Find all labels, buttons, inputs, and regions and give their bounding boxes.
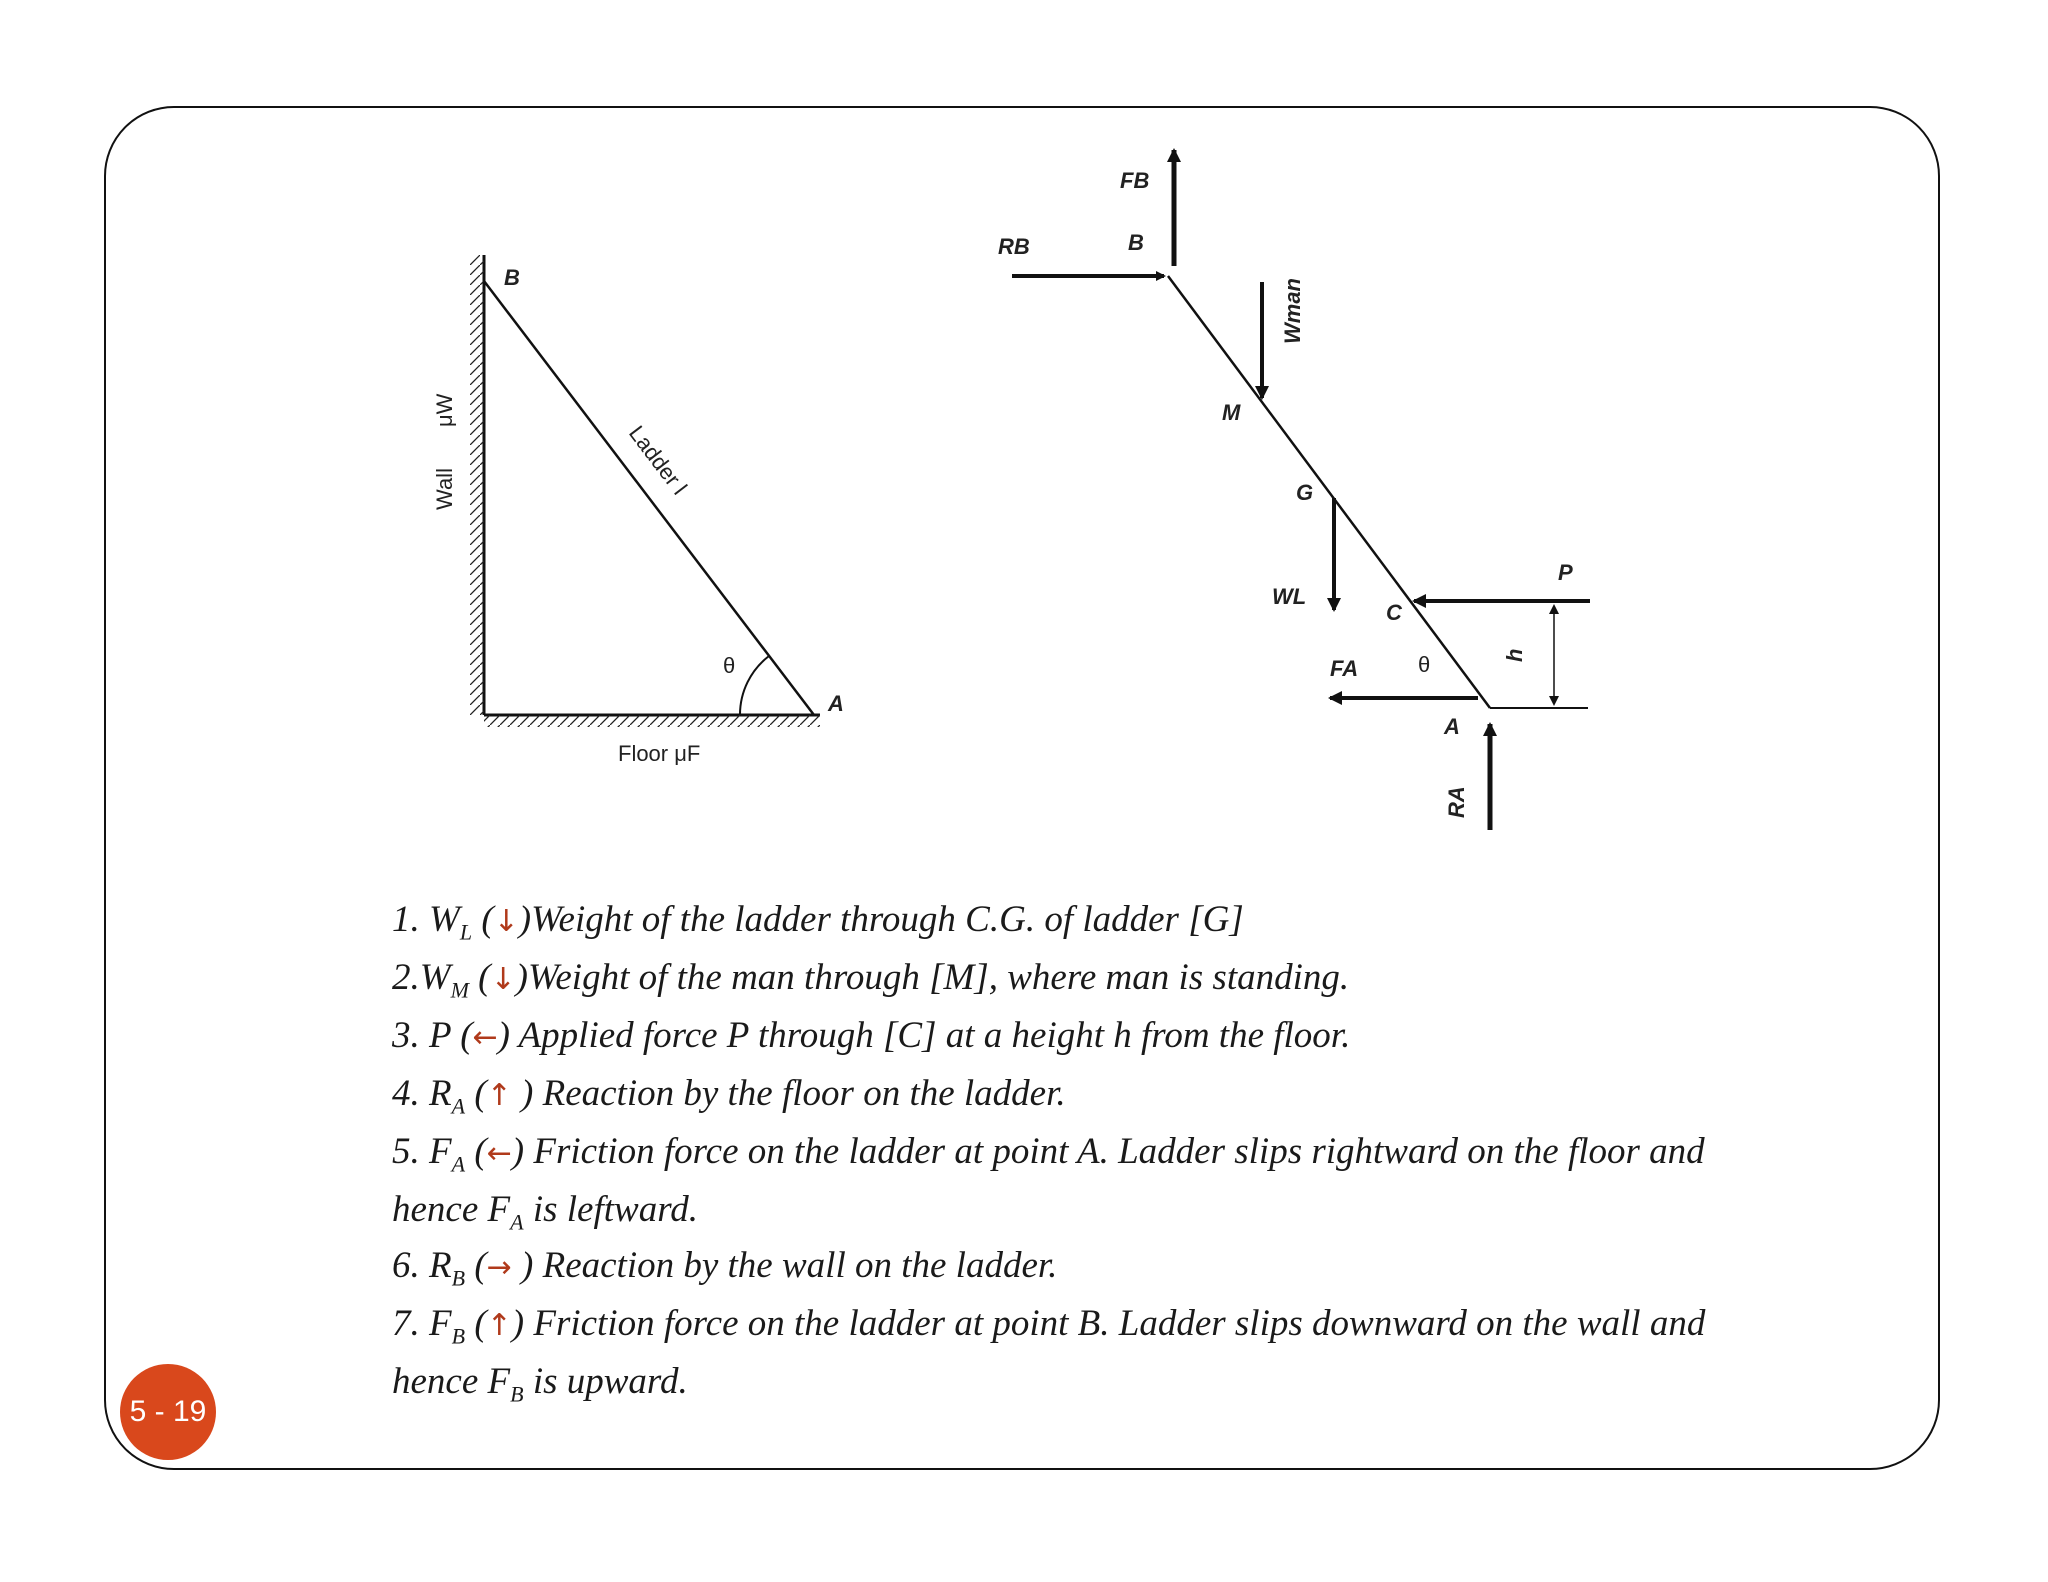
wall-label: Wall <box>432 468 457 510</box>
page-number: 5 - 19 <box>129 1395 207 1428</box>
right-arrow-icon: → <box>486 1250 512 1285</box>
ladder-line <box>484 281 814 715</box>
floor-hatch <box>484 715 820 727</box>
wman-label: Wman <box>1280 278 1305 344</box>
list-item: 1. $W_L$ (↓)Weight of the ladder through C.G. of ladder [G] <box>392 899 1244 945</box>
left-arrow-icon: ← <box>486 1136 512 1171</box>
label-a: A <box>828 691 844 716</box>
fa-label: FA <box>1330 656 1359 681</box>
list-item: $2.W_M$ (↓)Weight of the man through [M], where man is standing. <box>392 957 1350 1003</box>
b-label: B <box>1128 230 1144 255</box>
a-label: A <box>1444 714 1460 739</box>
h-dim-tick-bottom <box>1549 696 1559 706</box>
m-label: M <box>1222 400 1241 425</box>
h-label: h <box>1502 648 1527 662</box>
wl-label: WL <box>1272 584 1307 609</box>
theta-arc <box>740 656 769 715</box>
wall-hatch <box>470 255 484 715</box>
g-label: G <box>1296 480 1314 505</box>
list-item: 3. P (←) Applied force P through [C] at a height h from the floor. <box>392 1015 1351 1056</box>
left-arrow-icon: ← <box>472 1020 498 1055</box>
ra-label: RA <box>1444 786 1469 818</box>
rb-label: RB <box>998 234 1030 259</box>
floor-label: Floor μF <box>618 741 701 766</box>
list-item-continuation: hence $F_A$ is leftward. <box>392 1189 698 1235</box>
free-body-diagram <box>990 130 1630 850</box>
up-arrow-icon: ↑ <box>486 1308 512 1343</box>
h-dim-tick-top <box>1549 604 1559 614</box>
fb-label: FB <box>1120 168 1150 193</box>
list-item-continuation: hence $F_B$ is upward. <box>392 1361 688 1407</box>
p-label: P <box>1558 560 1573 585</box>
force-list <box>392 892 1852 1410</box>
down-arrow-icon: ↓ <box>493 904 519 939</box>
fbd-ladder-line <box>1168 276 1490 708</box>
ladder-wall-diagram <box>400 235 900 795</box>
list-item: 6. $R_B$ (→ ) Reaction by the wall on the ladder. <box>392 1245 1058 1291</box>
list-item: 5. $F_A$ (←) Friction force on the ladder at point A. Ladder slips rightward on the floor and <box>392 1131 1705 1177</box>
label-theta: θ <box>723 653 736 678</box>
c-label: C <box>1386 600 1402 625</box>
list-item: 7. $F_B$ (↑) Friction force on the ladder at point B. Ladder slips downward on the wall and <box>392 1303 1706 1349</box>
down-arrow-icon: ↓ <box>490 962 516 997</box>
page-number-badge <box>120 1364 216 1460</box>
up-arrow-icon: ↑ <box>486 1078 512 1113</box>
wall-mu-label: μW <box>432 393 457 427</box>
theta-label: θ <box>1418 652 1431 677</box>
label-b: B <box>504 265 520 290</box>
ladder-label: Ladder l <box>624 420 693 500</box>
list-item: 4. $R_A$ (↑ ) Reaction by the floor on the ladder. <box>392 1073 1066 1119</box>
